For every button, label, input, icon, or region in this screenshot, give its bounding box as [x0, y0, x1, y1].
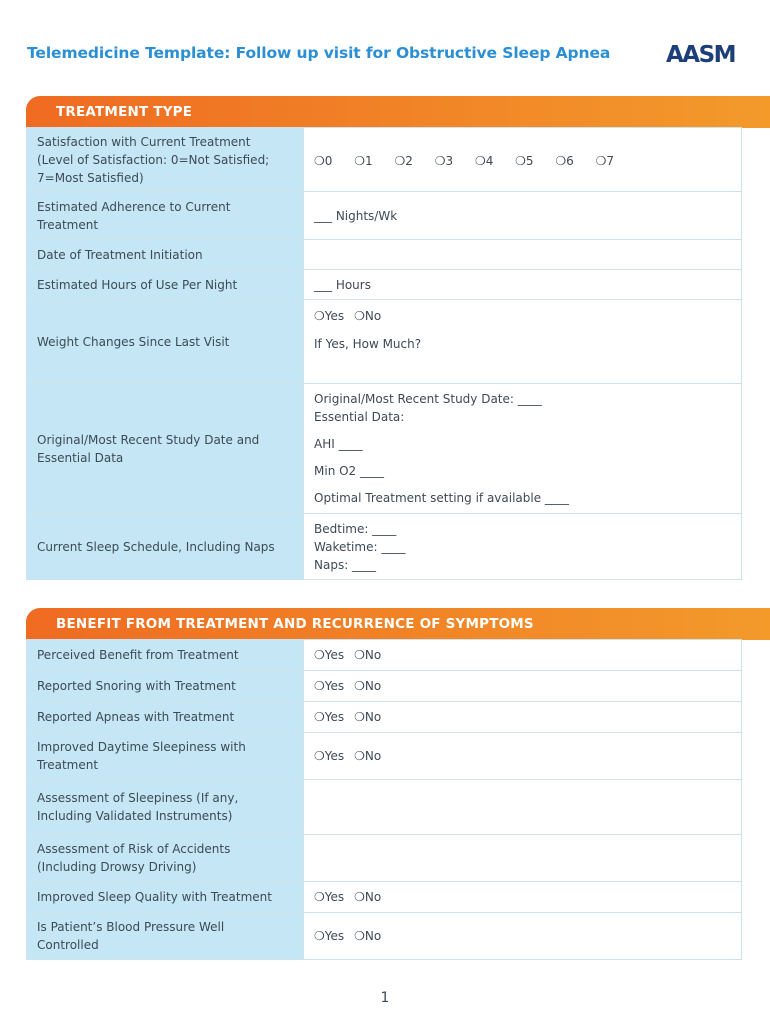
table-row	[27, 882, 742, 913]
label-line: Satisfaction with Current Treatment	[37, 134, 251, 149]
radio-option-2[interactable]: ❍2	[394, 154, 413, 168]
weight-field	[304, 300, 742, 384]
weight-yes-radio[interactable]: ❍Yes	[314, 309, 345, 323]
row-label-weight: Weight Changes Since Last Visit	[27, 300, 304, 384]
table-row	[27, 835, 742, 882]
label-line: 7=Most Satisfied)	[37, 170, 144, 185]
no-radio[interactable]: ❍No	[354, 749, 382, 763]
no-radio[interactable]: ❍No	[354, 710, 382, 724]
table-row	[27, 702, 742, 733]
aasm-logo: AASM	[666, 42, 736, 68]
table-row	[27, 384, 742, 514]
label-line: Treatment	[37, 217, 99, 232]
blood-pressure-options	[304, 913, 742, 960]
no-radio[interactable]: ❍No	[354, 648, 382, 662]
label-line: (Level of Satisfaction: 0=Not Satisfied;	[37, 152, 270, 167]
row-label-snoring: Reported Snoring with Treatment	[27, 671, 304, 702]
schedule-field	[304, 514, 742, 580]
treatment-table	[26, 127, 742, 580]
row-label-study	[27, 384, 304, 514]
row-label-daytime	[27, 733, 304, 780]
optimal-setting-field[interactable]: Optimal Treatment setting if available ____	[314, 491, 569, 505]
label-line: Is Patient’s Blood Pressure Well	[37, 920, 225, 934]
label-line: Essential Data	[37, 450, 124, 465]
radio-option-0[interactable]: ❍0	[314, 154, 333, 168]
section-header-treatment-type	[26, 96, 770, 128]
label-line: Treatment	[37, 758, 99, 772]
label-line: Improved Daytime Sleepiness with	[37, 740, 246, 754]
row-label-hours: Estimated Hours of Use Per Night	[27, 270, 304, 300]
section-title: BENEFIT FROM TREATMENT AND RECURRENCE OF SYMPTOMS	[56, 616, 534, 632]
page-number: 1	[380, 990, 390, 1006]
page-title: Telemedicine Template: Follow up visit for Obstructive Sleep Apnea	[27, 44, 611, 62]
benefit-table	[26, 639, 742, 960]
row-label-blood-pressure	[27, 913, 304, 960]
min-o2-field[interactable]: Min O2 ____	[314, 464, 385, 478]
label-line: Assessment of Sleepiness (If any,	[37, 791, 239, 805]
radio-option-6[interactable]: ❍6	[555, 154, 574, 168]
label-line: Original/Most Recent Study Date and	[37, 432, 260, 447]
table-row	[27, 780, 742, 835]
section-title: TREATMENT TYPE	[56, 104, 193, 120]
study-field	[304, 384, 742, 514]
label-line: Assessment of Risk of Accidents	[37, 842, 231, 856]
sleep-quality-options	[304, 882, 742, 913]
table-row	[27, 913, 742, 960]
apneas-options	[304, 702, 742, 733]
table-row	[27, 192, 742, 240]
label-line: (Including Drowsy Driving)	[37, 860, 197, 874]
radio-option-3[interactable]: ❍3	[434, 154, 454, 168]
assessment-sleepiness-field[interactable]	[304, 780, 742, 835]
table-row	[27, 671, 742, 702]
yes-radio[interactable]: ❍Yes	[314, 710, 345, 724]
naps-field[interactable]: Naps: ____	[314, 557, 377, 572]
table-row	[27, 128, 742, 192]
table-row	[27, 733, 742, 780]
row-label-adherence	[27, 192, 304, 240]
assessment-accidents-field[interactable]	[304, 835, 742, 882]
adherence-field[interactable]: ___ Nights/Wk	[304, 192, 742, 240]
table-row	[27, 640, 742, 671]
row-label-sleep-quality: Improved Sleep Quality with Treatment	[27, 882, 304, 913]
row-label-perceived: Perceived Benefit from Treatment	[27, 640, 304, 671]
no-radio[interactable]: ❍No	[354, 890, 382, 904]
radio-option-5[interactable]: ❍5	[515, 154, 534, 168]
row-label-assessment-accidents	[27, 835, 304, 882]
label-line: Controlled	[37, 938, 99, 952]
perceived-options	[304, 640, 742, 671]
label-line: Estimated Adherence to Current	[37, 199, 231, 214]
yes-radio[interactable]: ❍Yes	[314, 890, 345, 904]
table-row	[27, 300, 742, 384]
satisfaction-options	[304, 128, 742, 192]
row-label-assessment-sleepiness	[27, 780, 304, 835]
hours-field[interactable]: ___ Hours	[304, 270, 742, 300]
row-label-schedule: Current Sleep Schedule, Including Naps	[27, 514, 304, 580]
radio-option-1[interactable]: ❍1	[354, 154, 373, 168]
weight-no-radio[interactable]: ❍No	[354, 309, 382, 323]
yes-radio[interactable]: ❍Yes	[314, 749, 345, 763]
row-label-apneas: Reported Apneas with Treatment	[27, 702, 304, 733]
essential-data-label: Essential Data:	[314, 410, 405, 424]
weight-followup: If Yes, How Much?	[314, 337, 422, 351]
row-label-satisfaction	[27, 128, 304, 192]
table-row	[27, 240, 742, 270]
section-header-benefit	[26, 608, 770, 640]
ahi-field[interactable]: AHI ____	[314, 437, 363, 451]
no-radio[interactable]: ❍No	[354, 929, 382, 943]
yes-radio[interactable]: ❍Yes	[314, 648, 345, 662]
label-line: Including Validated Instruments)	[37, 809, 233, 823]
study-date-field[interactable]: Original/Most Recent Study Date: ____	[314, 392, 542, 406]
table-row	[27, 514, 742, 580]
daytime-options	[304, 733, 742, 780]
bedtime-field[interactable]: Bedtime: ____	[314, 521, 397, 536]
no-radio[interactable]: ❍No	[354, 679, 382, 693]
yes-radio[interactable]: ❍Yes	[314, 929, 345, 943]
initiation-date-field[interactable]	[304, 240, 742, 270]
yes-radio[interactable]: ❍Yes	[314, 679, 345, 693]
snoring-options	[304, 671, 742, 702]
waketime-field[interactable]: Waketime: ____	[314, 539, 406, 554]
radio-option-4[interactable]: ❍4	[474, 154, 494, 168]
row-label-initiation: Date of Treatment Initiation	[27, 240, 304, 270]
table-row	[27, 270, 742, 300]
radio-option-7[interactable]: ❍7	[595, 154, 615, 168]
